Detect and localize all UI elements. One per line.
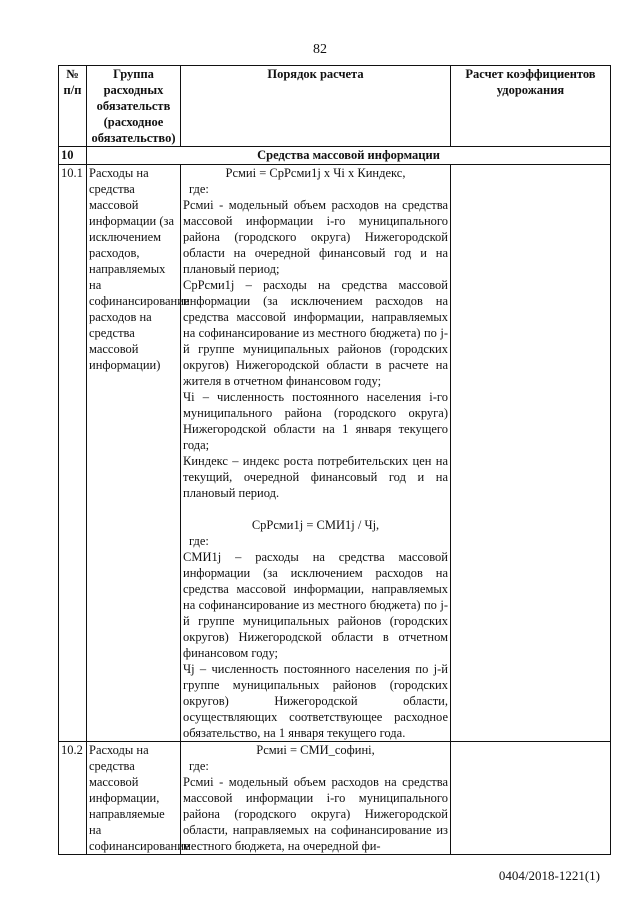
table-row bbox=[59, 165, 611, 742]
row-calc bbox=[181, 742, 451, 855]
header-order: Порядок расчета bbox=[181, 66, 451, 147]
page-number: 82 bbox=[313, 42, 327, 57]
section-title: Средства массовой информации bbox=[87, 147, 611, 165]
calc-paragraph: СМИ1j – расходы на средства массовой информации (за исключением расходов на средства массовой информации, направляемых на софинансирование из местного бюджета) по j-й группе муниципальных районов (городских округов) Нижегородской области в отчетном финансовом году; bbox=[183, 550, 448, 660]
calc-paragraph: СрРсми1j – расходы на средства массовой информации (за исключением расходов на средства массовой информации, направляемых на софинансирование из местного бюджета) по j-й группе муниципальных районов (городских округов) Нижегородской области в расчете на жителя в отчетном финансовом году; bbox=[183, 278, 448, 388]
calc-paragraph: СрРсми1j = СМИ1j / Чj, bbox=[251, 518, 380, 532]
row-group: Расходы на средства массовой информации, направляемые на софинансирование bbox=[87, 742, 181, 855]
calc-paragraph: Рсмиі = СрРсми1j x Чі x Киндекс, bbox=[225, 166, 406, 180]
row-coef bbox=[451, 165, 611, 742]
calc-paragraph: Рсмиі - модельный объем расходов на средства массовой информации і-го муниципального района (городского округа) Нижегородской области на очередной финансовый год и на плановый период; bbox=[183, 198, 448, 276]
calc-paragraph: где: bbox=[189, 534, 209, 548]
calc-paragraph: Киндекс – индекс роста потребительских цен на текущий, очередной финансовый год и на плановый период. bbox=[183, 454, 448, 500]
header-coef: Расчет коэффициентов удорожания bbox=[451, 66, 611, 147]
calc-paragraph: Чі – численность постоянного населения і-го муниципального района (городского округа) Нижегородской области на 1 января текущего года; bbox=[183, 390, 448, 452]
table-row bbox=[59, 742, 611, 855]
document-id: 0404/2018-1221(1) bbox=[498, 868, 600, 883]
row-num: 10.2 bbox=[59, 742, 87, 855]
row-calc bbox=[181, 165, 451, 742]
calculation-table bbox=[58, 65, 611, 855]
calc-paragraph: Чj – численность постоянного населения по j-й группе муниципальных районов (городских округов) Нижегородской области, осуществляющих соответствующее расходное обязательство, на 1 января текущего года. bbox=[183, 662, 448, 740]
row-coef bbox=[451, 742, 611, 855]
header-group: Группа расходных обязательств (расходное обязательство) bbox=[87, 66, 181, 147]
table-header-row bbox=[59, 66, 611, 147]
calc-paragraph: где: bbox=[189, 182, 209, 196]
calc-paragraph: Рсмиі = СМИ_софині, bbox=[256, 743, 375, 757]
spacer bbox=[183, 501, 448, 517]
calc-paragraph: где: bbox=[189, 759, 209, 773]
section-num: 10 bbox=[59, 147, 87, 165]
calc-paragraph: Рсмиі - модельный объем расходов на средства массовой информации і-го муниципального района (городского округа) Нижегородской области, направляемых на софинансирование из местного бюджета, на очередной фи- bbox=[183, 775, 448, 853]
section-row bbox=[59, 147, 611, 165]
row-group: Расходы на средства массовой информации (за исключением расходов, направляемых на софинансирование расходов на средства массовой информации) bbox=[87, 165, 181, 742]
header-num: № п/п bbox=[59, 66, 87, 147]
row-num: 10.1 bbox=[59, 165, 87, 742]
